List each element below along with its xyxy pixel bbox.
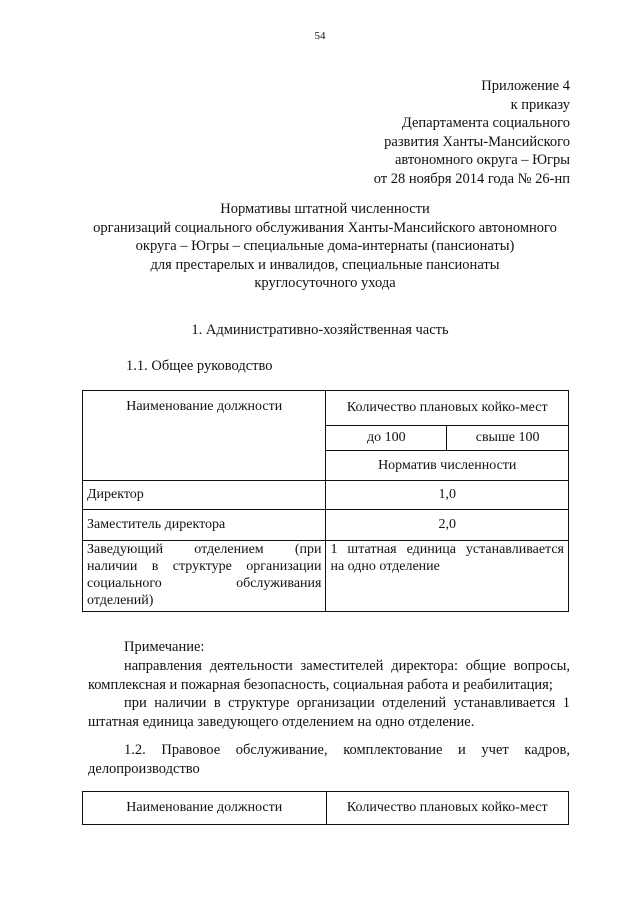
header-over-100: свыше 100: [447, 426, 569, 451]
note-heading: Примечание:: [124, 639, 205, 655]
page-number: 54: [314, 30, 326, 42]
table-row: [83, 481, 569, 510]
position-cell: Заместитель директора: [83, 510, 326, 541]
appendix-header: [374, 77, 570, 188]
position-line: отделений): [87, 593, 154, 608]
norm-cell: [326, 541, 569, 612]
title-line: организаций социального обслуживания Ханты-Мансийского автономного: [93, 219, 557, 236]
appendix-line: автономного округа – Югры: [394, 152, 570, 168]
position-cell: Директор: [83, 481, 326, 510]
position-cell: [83, 541, 326, 612]
document-title: [80, 200, 570, 293]
header-up-to-100: до 100: [326, 426, 447, 451]
title-line: круглосуточного ухода: [254, 275, 396, 292]
header-planned-beds: Количество плановых койко-мест: [326, 391, 569, 426]
staffing-table-general-management: [82, 390, 569, 612]
title-line: для престарелых и инвалидов, специальные пансионаты: [150, 256, 500, 273]
title-line: Нормативы штатной численности: [220, 201, 430, 217]
title-line: округа – Югры – специальные дома-интернаты (пансионаты): [135, 238, 515, 255]
norm-cell: 2,0: [326, 510, 569, 541]
subsection-heading-1-1: 1.1. Общее руководство: [126, 358, 273, 374]
norm-line: на одно отделение: [330, 559, 440, 574]
norm-line: 1 штатная единица устанавливается: [330, 542, 564, 557]
header-planned-beds: Количество плановых койко-мест: [326, 792, 568, 825]
staffing-table-legal-services: [82, 791, 569, 825]
appendix-line: от 28 ноября 2014 года № 26-нп: [373, 170, 570, 187]
note-paragraph: при наличии в структуре организации отделений устанавливается 1 штатная единица заведующего отделением на одно отделение.: [88, 695, 570, 731]
position-line: наличии в структуре организации: [87, 559, 322, 574]
note-paragraph: направления деятельности заместителей директора: общие вопросы, комплексная и пожарная безопасность, социальная работа и реабилитация;: [88, 657, 570, 693]
note-block: [88, 638, 570, 732]
header-position: Наименование должности: [83, 792, 327, 825]
subsection-text: 1.2. Правовое обслуживание, комплектование и учет кадров, делопроизводство: [88, 742, 570, 777]
appendix-line: к приказу: [510, 96, 570, 113]
position-line: Заведующий отделением (при: [87, 542, 322, 557]
table-row: [83, 510, 569, 541]
appendix-line: Департамента социального: [401, 115, 570, 131]
subsection-heading-1-2: [88, 741, 570, 779]
position-line: социального обслуживания: [87, 576, 322, 591]
norm-cell: 1,0: [326, 481, 569, 510]
appendix-line: Приложение 4: [481, 78, 570, 94]
table-row: [83, 541, 569, 612]
header-position: Наименование должности: [83, 391, 326, 481]
section-heading-1: 1. Административно-хозяйственная часть: [191, 322, 449, 338]
header-norm: Норматив численности: [326, 451, 569, 481]
appendix-line: развития Ханты-Мансийского: [384, 133, 570, 150]
